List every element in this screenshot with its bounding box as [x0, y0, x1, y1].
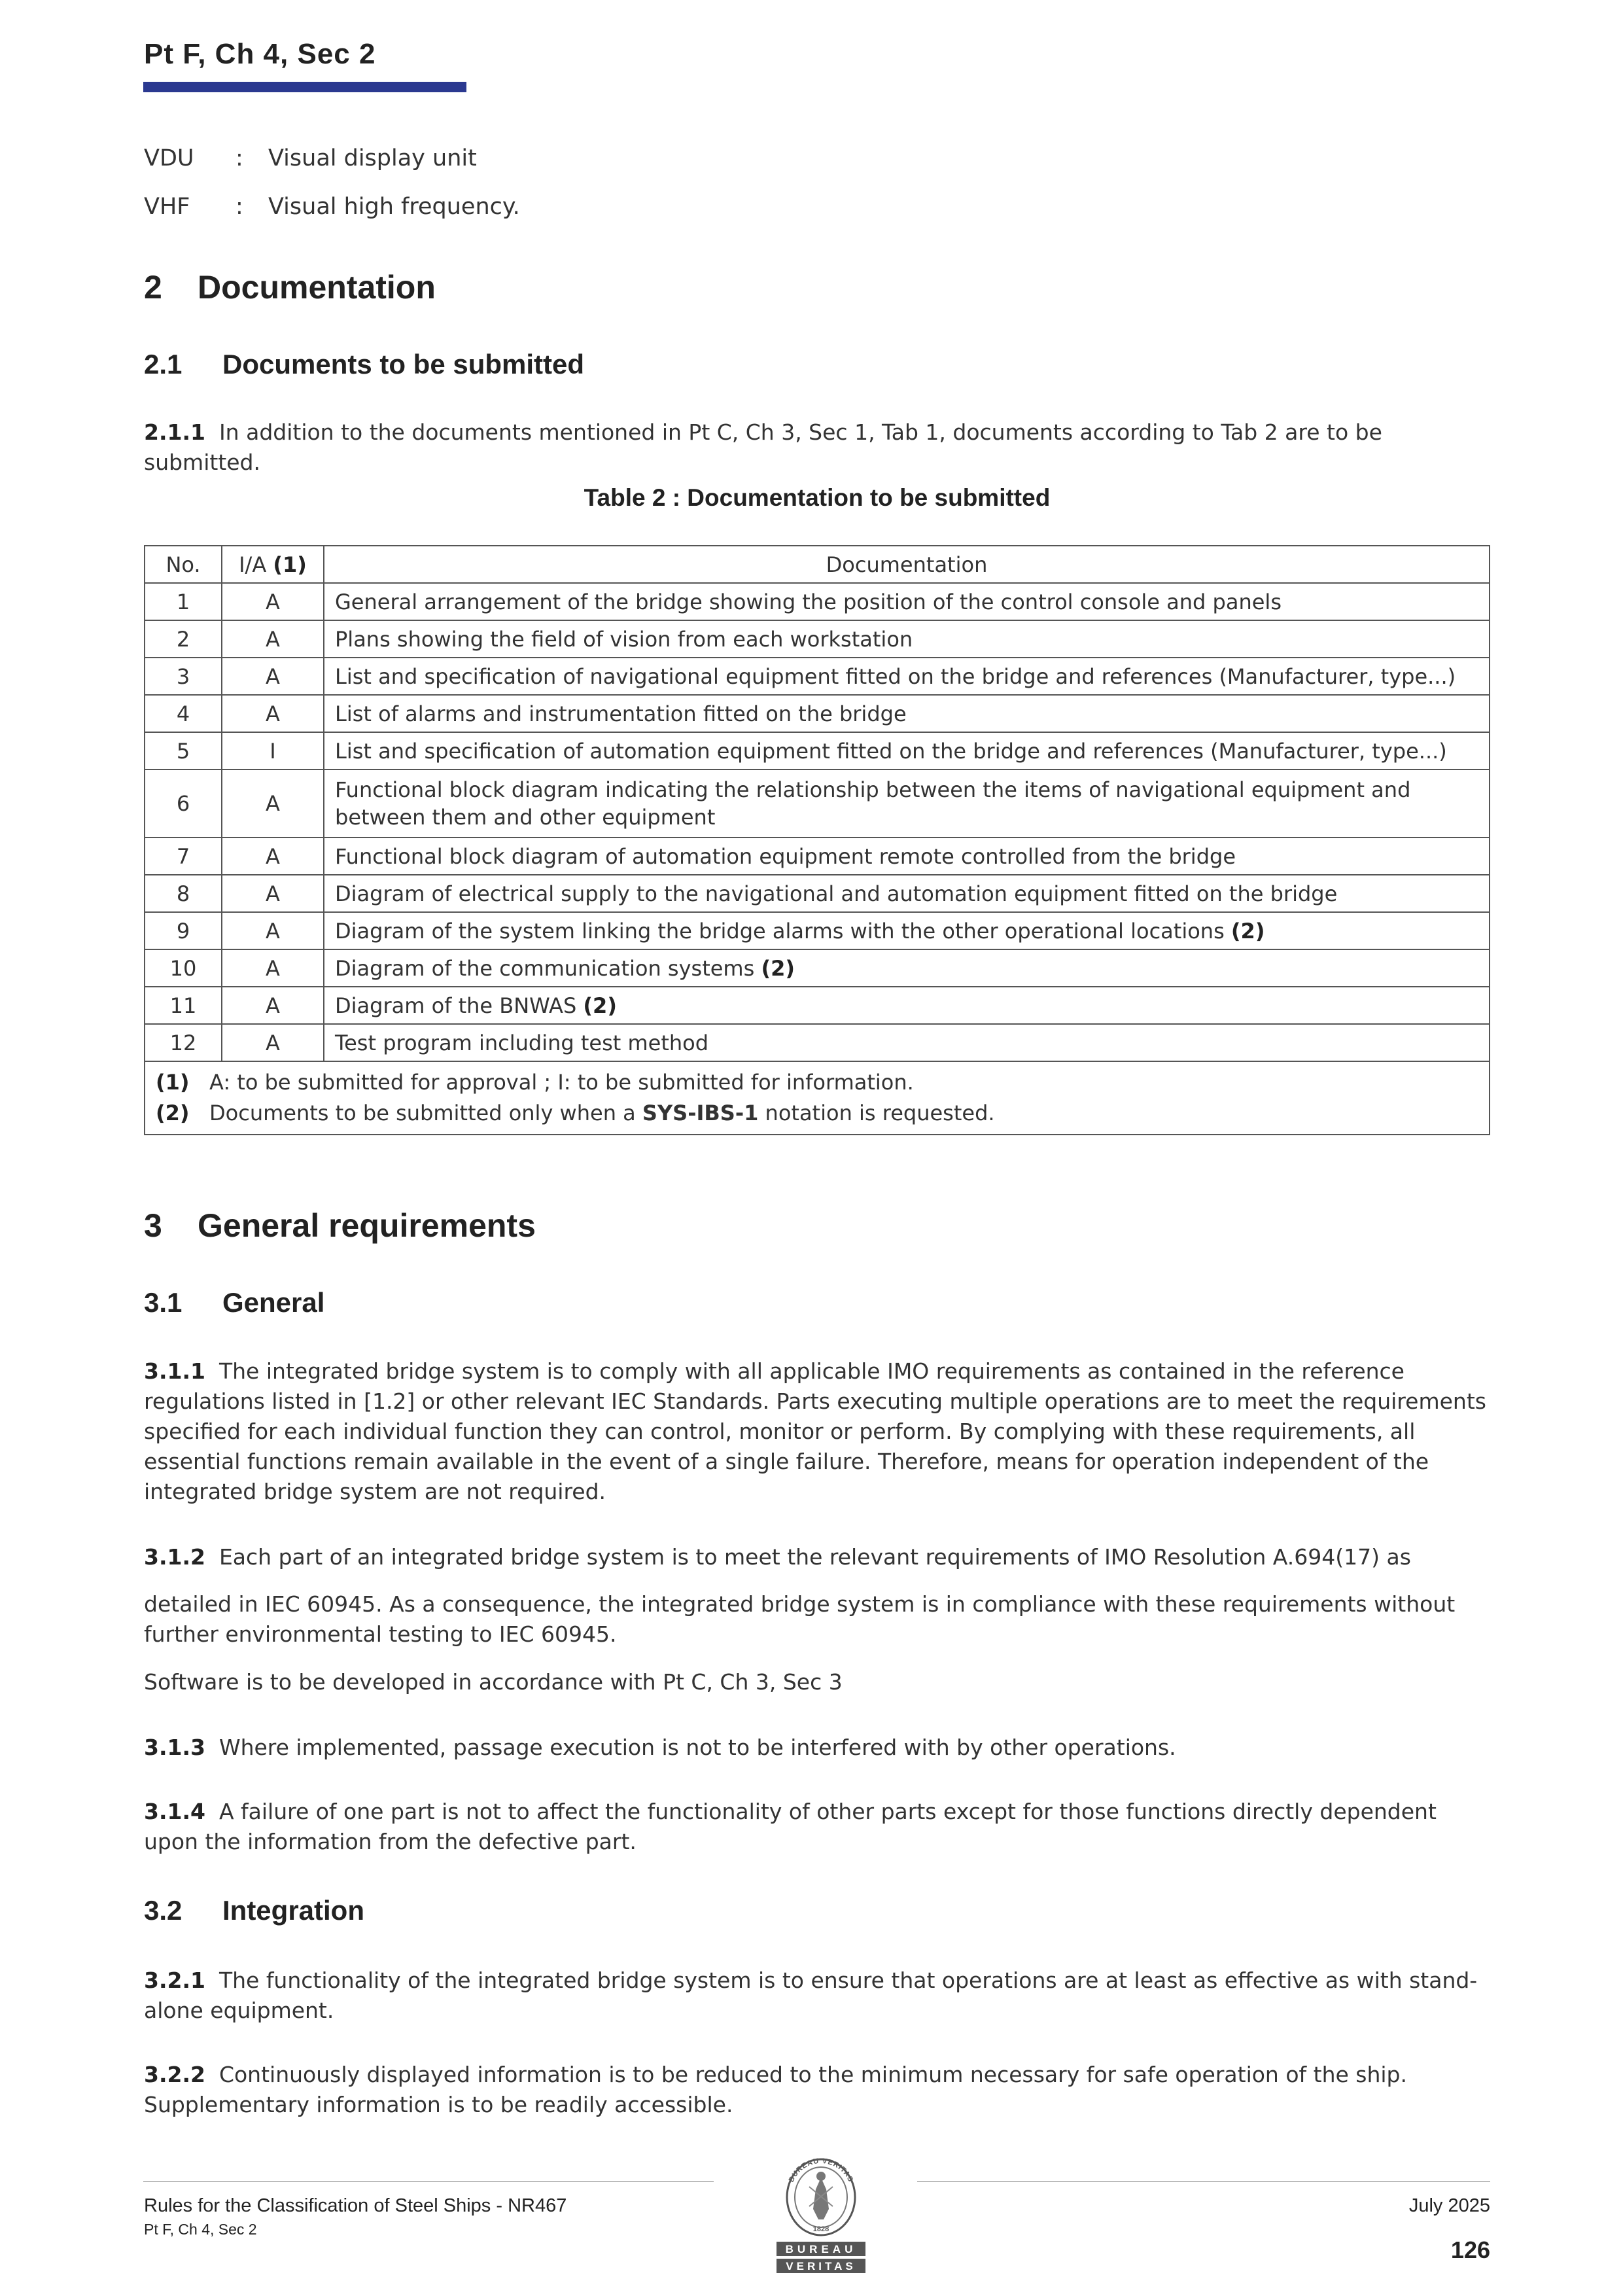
row-documentation [324, 658, 1490, 695]
row-documentation [324, 583, 1490, 620]
section-title: General requirements [198, 1207, 536, 1244]
row-doc-text: Diagram of the BNWAS [335, 993, 577, 1018]
footer-publication-title: Rules for the Classification of Steel Ships - NR467 [144, 2195, 567, 2216]
row-no: 6 [145, 769, 222, 838]
paragraph-3-1-2 [144, 1542, 1492, 1572]
row-ia: A [222, 695, 324, 732]
paragraph-3-1-2-continued: detailed in IEC 60945. As a consequence, the integrated bridge system is in compliance with these requirements without further environmental testing to IEC 60945. [144, 1591, 1456, 1647]
section-title: Documentation [198, 269, 436, 306]
table-notes-row [145, 1061, 1490, 1135]
abbreviation-key: VHF [144, 194, 190, 220]
subsection-heading [144, 1287, 324, 1318]
subsection-number: 3.2 [144, 1895, 183, 1926]
subsection-title: General [222, 1287, 325, 1318]
row-doc-text: Test program including test method [335, 1030, 709, 1055]
logo-arc-text: BUREAU VERITAS [787, 2157, 855, 2183]
table-row [145, 583, 1490, 620]
table-row [145, 987, 1490, 1024]
row-ia: A [222, 1024, 324, 1061]
header-no: No. [145, 546, 222, 583]
paragraph-text: The integrated bridge system is to comply with all applicable IMO requirements as contained in the reference regulations listed in [1.2] or other relevant IEC Standards. Parts executing multiple operations are to meet the requirements specified for each individual function they can control, monitor or perform. By complying with these requirements, all essential functions remain available in the event of a single failure. Therefore, means for operation independent of the integrated bridge system are not required. [144, 1358, 1486, 1504]
notation-name: SYS-IBS-1 [642, 1101, 759, 1125]
subsection-title: Documents to be submitted [222, 349, 585, 380]
row-ia: A [222, 912, 324, 949]
row-note-ref: (2) [761, 955, 795, 981]
footer-date: July 2025 [1408, 2195, 1490, 2216]
row-note-ref: (2) [583, 993, 617, 1018]
paragraph-text: A failure of one part is not to affect the functionality of other parts except for those functions directly dependent upon the information from the defective part. [144, 1799, 1437, 1854]
paragraph-number: 2.1.1 [144, 419, 205, 445]
abbreviation-separator: : [236, 145, 243, 171]
subsection-number: 2.1 [144, 349, 183, 380]
bureau-veritas-logo-icon [775, 2146, 867, 2277]
table-caption: Table 2 : Documentation to be submitted [584, 484, 1051, 511]
row-no: 4 [145, 695, 222, 732]
paragraph-number: 3.1.3 [144, 1735, 205, 1760]
row-documentation [324, 695, 1490, 732]
paragraph-2-1-1 [144, 417, 1492, 478]
row-no: 1 [145, 583, 222, 620]
section-heading [144, 268, 436, 306]
table-note-1 [156, 1067, 1478, 1098]
row-no: 2 [145, 620, 222, 658]
row-documentation [324, 838, 1490, 875]
paragraph-number: 3.2.1 [144, 1968, 205, 1993]
row-ia: A [222, 620, 324, 658]
paragraph-3-2-2 [144, 2060, 1492, 2120]
row-ia: A [222, 875, 324, 912]
row-doc-text: List and specification of navigational equipment fitted on the bridge and references (Manufacturer, type...) [335, 663, 1456, 689]
footer-rule-right [917, 2181, 1490, 2182]
row-doc-text: General arrangement of the bridge showing the position of the control console and panels [335, 589, 1282, 614]
row-doc-text: Diagram of the communication systems [335, 955, 755, 981]
row-no: 8 [145, 875, 222, 912]
row-no: 10 [145, 949, 222, 987]
header-ia-label: I/A [239, 552, 267, 577]
table-row [145, 695, 1490, 732]
table-row [145, 912, 1490, 949]
paragraph-text: Where implemented, passage execution is not to be interfered with by other operations. [218, 1735, 1176, 1760]
note-text-pre: Documents to be submitted only when a [209, 1101, 642, 1125]
row-documentation [324, 1024, 1490, 1061]
page-number: 126 [1450, 2236, 1490, 2263]
table-notes [145, 1061, 1490, 1135]
abbreviation-key: VDU [144, 145, 194, 171]
footer-publication [144, 2195, 567, 2238]
row-no: 7 [145, 838, 222, 875]
row-ia: A [222, 658, 324, 695]
row-documentation [324, 987, 1490, 1024]
row-no: 12 [145, 1024, 222, 1061]
row-ia: A [222, 949, 324, 987]
paragraph-number: 3.1.2 [144, 1544, 205, 1570]
row-no: 9 [145, 912, 222, 949]
documentation-table [144, 545, 1490, 1135]
paragraph-text: The functionality of the integrated bridge system is to ensure that operations are at least as effective as with stand-alone equipment. [144, 1968, 1478, 2023]
note-key: (2) [156, 1101, 190, 1125]
table-row [145, 620, 1490, 658]
footer-section-ref: Pt F, Ch 4, Sec 2 [144, 2221, 257, 2238]
paragraph-text: Continuously displayed information is to be reduced to the minimum necessary for safe operation of the ship. Supplementary information is to be readily accessible. [144, 2062, 1407, 2117]
row-doc-text: Plans showing the field of vision from each workstation [335, 626, 913, 652]
paragraph-text: Each part of an integrated bridge system is to meet the relevant requirements of IMO Resolution A.694(17) as [218, 1544, 1411, 1570]
table-row [145, 1024, 1490, 1061]
header-accent-bar [143, 82, 466, 92]
row-doc-text: Diagram of the system linking the bridge alarms with the other operational locations [335, 918, 1225, 944]
logo-year: 1828 [812, 2225, 829, 2233]
row-documentation [324, 949, 1490, 987]
row-no: 3 [145, 658, 222, 695]
subsection-heading [144, 1895, 364, 1926]
section-number: 2 [144, 269, 162, 306]
paragraph-number: 3.2.2 [144, 2062, 205, 2087]
table-header-row [145, 546, 1490, 583]
row-doc-text: List of alarms and instrumentation fitted on the bridge [335, 701, 907, 726]
table-note-2 [156, 1098, 1478, 1129]
paragraph-3-1-1 [144, 1356, 1492, 1507]
header-ia [222, 546, 324, 583]
table-row [145, 838, 1490, 875]
paragraph-text: In addition to the documents mentioned in Pt C, Ch 3, Sec 1, Tab 1, documents according to Tab 2 are to be submitted. [144, 419, 1382, 475]
table-row [145, 875, 1490, 912]
row-documentation [324, 620, 1490, 658]
row-doc-text: Functional block diagram of automation equipment remote controlled from the bridge [335, 843, 1236, 869]
row-ia: A [222, 583, 324, 620]
note-text-post: notation is requested. [758, 1101, 995, 1125]
logo-line-2: VERITAS [786, 2260, 856, 2272]
table-row [145, 658, 1490, 695]
row-documentation [324, 732, 1490, 769]
table-row [145, 769, 1490, 838]
abbreviation-value: Visual display unit [268, 145, 477, 171]
note-key: (1) [156, 1070, 190, 1095]
paragraph-number: 3.1.1 [144, 1358, 205, 1384]
subsection-title: Integration [222, 1895, 364, 1926]
row-ia: A [222, 769, 324, 838]
table-row [145, 949, 1490, 987]
paragraph-3-1-3 [144, 1733, 1492, 1763]
paragraph-3-2-1 [144, 1966, 1492, 2026]
note-text: A: to be submitted for approval ; I: to be submitted for information. [209, 1070, 914, 1095]
row-doc-text: Functional block diagram indicating the relationship between the items of navigational equipment and between them and other equipment [335, 777, 1411, 830]
row-ia: A [222, 838, 324, 875]
row-no: 5 [145, 732, 222, 769]
row-doc-text: Diagram of electrical supply to the navigational and automation equipment fitted on the bridge [335, 881, 1338, 906]
subsection-heading [144, 349, 584, 380]
footer-rule-left [143, 2181, 714, 2182]
header-documentation: Documentation [324, 546, 1490, 583]
row-no: 11 [145, 987, 222, 1024]
row-note-ref: (2) [1230, 918, 1265, 944]
running-header: Pt F, Ch 4, Sec 2 [144, 38, 376, 70]
subsection-number: 3.1 [144, 1287, 183, 1318]
abbreviation-value: Visual high frequency. [268, 194, 520, 220]
logo-line-1: BUREAU [785, 2243, 857, 2255]
section-heading [144, 1207, 536, 1245]
row-documentation [324, 912, 1490, 949]
paragraph-3-1-2-software: Software is to be developed in accordance with Pt C, Ch 3, Sec 3 [144, 1669, 843, 1695]
row-documentation [324, 875, 1490, 912]
paragraph-number: 3.1.4 [144, 1799, 205, 1824]
section-number: 3 [144, 1207, 162, 1244]
abbreviation-separator: : [236, 194, 243, 220]
paragraph-3-1-4 [144, 1797, 1492, 1857]
row-ia: A [222, 987, 324, 1024]
header-ia-note-ref: (1) [273, 552, 307, 577]
row-ia: I [222, 732, 324, 769]
row-doc-text: List and specification of automation equipment fitted on the bridge and references (Manufacturer, type...) [335, 738, 1447, 764]
row-documentation [324, 769, 1490, 838]
table-row [145, 732, 1490, 769]
